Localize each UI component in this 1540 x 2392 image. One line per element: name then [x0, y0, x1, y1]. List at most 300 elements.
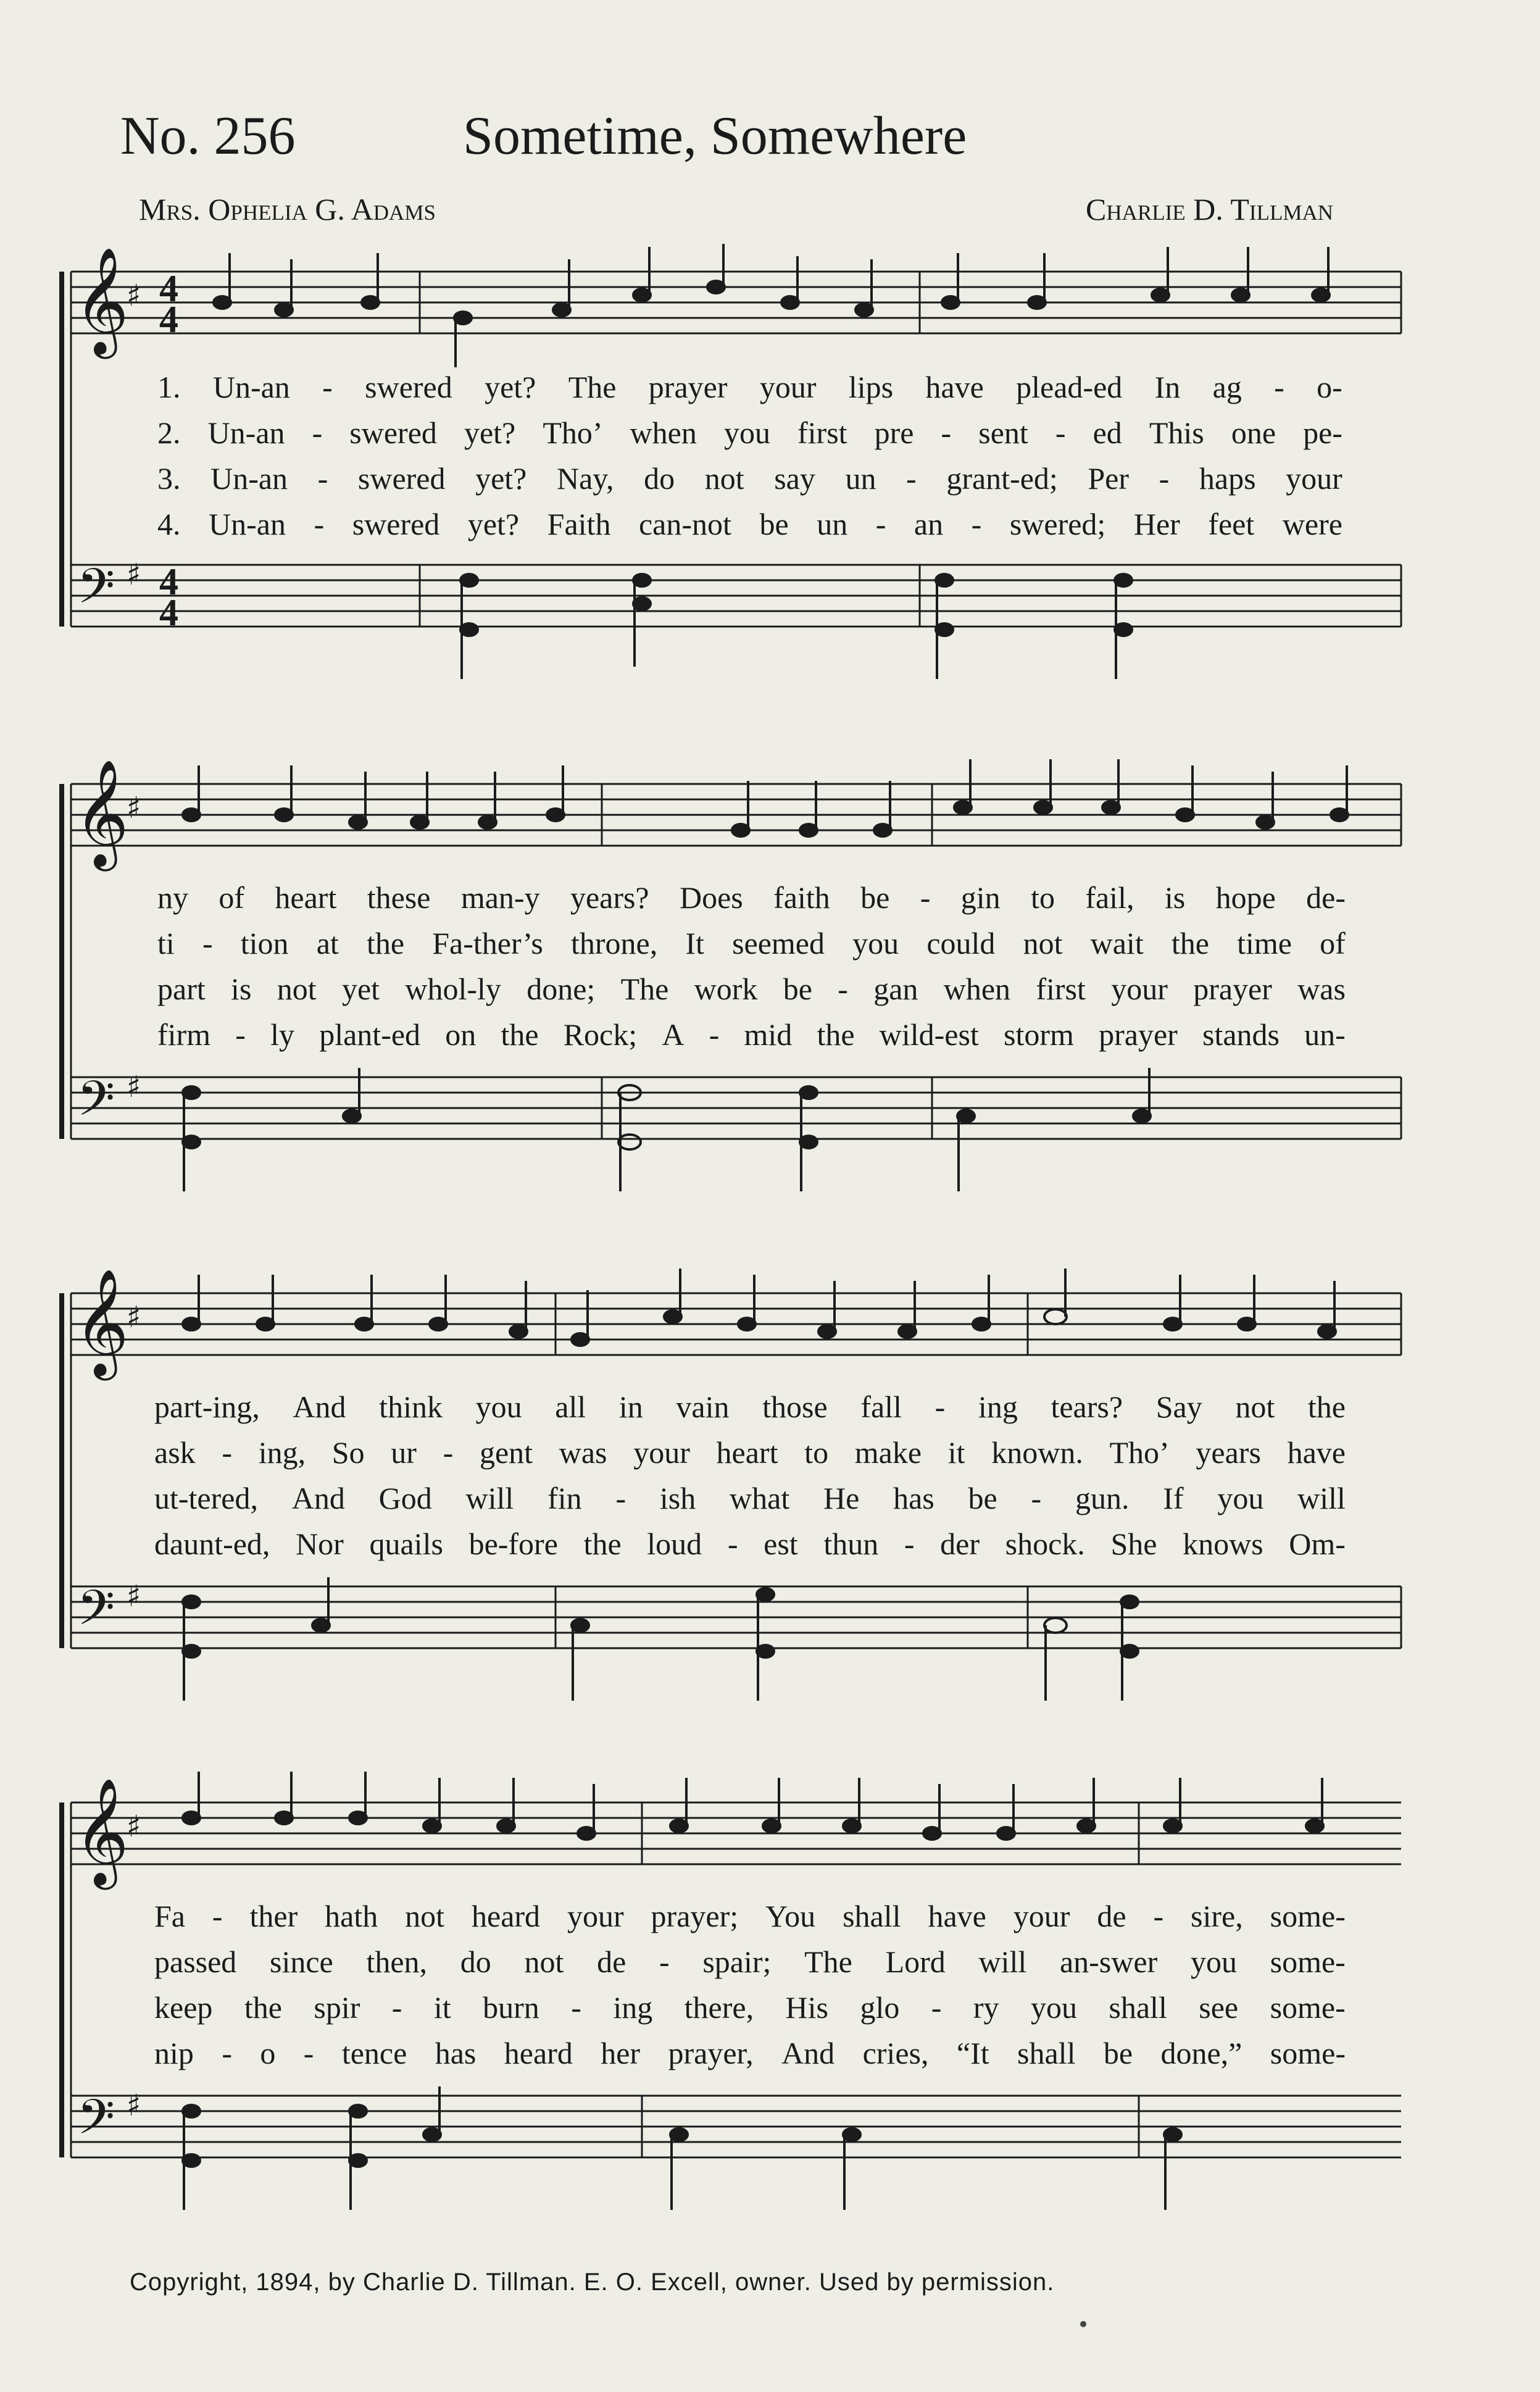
lyric-word: have: [1287, 1435, 1346, 1470]
lyric-word: yet?: [485, 370, 536, 404]
lyric-word: fail,: [1085, 880, 1134, 915]
lyric-word: knows: [1183, 1527, 1263, 1561]
lyric-word: time: [1237, 926, 1292, 961]
lyric-word: passed: [154, 1944, 237, 1979]
lyric-word: not: [405, 1899, 445, 1933]
lyric-word: -: [920, 880, 931, 915]
lyric-word: fin: [547, 1481, 582, 1515]
lyric-line: [157, 1017, 1346, 1054]
lyric-word: has: [435, 2036, 477, 2070]
lyric-line: [154, 1944, 1346, 1981]
lyric-word: say: [774, 461, 815, 496]
lyric-word: some-: [1270, 2036, 1346, 2070]
lyric-word: the: [1307, 1390, 1346, 1424]
lyric-word: yet?: [475, 461, 527, 496]
lyric-word: prayer: [648, 370, 728, 404]
lyric-word: -: [931, 1990, 942, 2025]
lyric-word: heard: [504, 2036, 573, 2070]
lyric-word: hope: [1215, 880, 1276, 915]
lyric-word: ur: [391, 1435, 417, 1470]
lyric-word: ry: [973, 1990, 999, 2025]
lyric-word: It: [685, 926, 704, 961]
svg-text:♯: ♯: [127, 278, 141, 313]
lyric-line: [157, 369, 1342, 406]
svg-text:♯: ♯: [127, 557, 141, 592]
lyric-word: whol-ly: [405, 972, 501, 1006]
lyric-word: 3.: [157, 461, 181, 496]
lyric-word: has: [893, 1481, 934, 1515]
lyric-word: -: [303, 2036, 314, 2070]
lyric-word: work: [694, 972, 758, 1006]
lyric-word: one: [1231, 415, 1276, 450]
svg-text:𝄢: 𝄢: [77, 1071, 115, 1139]
credits: [139, 191, 1333, 235]
lyric-word: you: [1030, 1990, 1077, 2025]
lyric-word: be: [968, 1481, 997, 1515]
lyric-word: -: [934, 1390, 946, 1424]
lyric-line: [154, 1898, 1346, 1935]
lyric-word: not: [1235, 1390, 1275, 1424]
lyric-word: And: [291, 1481, 345, 1515]
lyric-word: part-ing,: [154, 1390, 260, 1424]
lyric-word: ti: [157, 926, 175, 961]
lyric-word: be: [783, 972, 812, 1006]
lyric-word: glo: [860, 1990, 900, 2025]
lyric-word: was: [559, 1435, 607, 1470]
lyric-word: nip: [154, 2036, 194, 2070]
music-system-3: [0, 1256, 1540, 1725]
lyric-word: Om-: [1289, 1527, 1346, 1561]
lyric-word: you: [475, 1390, 522, 1424]
lyric-word: prayer,: [668, 2036, 754, 2070]
lyric-word: -: [202, 926, 213, 961]
lyric-word: -: [391, 1990, 402, 2025]
lyric-word: throne,: [570, 926, 658, 961]
lyric-word: man-y: [460, 880, 540, 915]
lyric-word: Her: [1133, 507, 1180, 541]
lyric-word: der: [940, 1527, 980, 1561]
lyric-word: And: [293, 1390, 346, 1424]
lyric-word: -: [709, 1017, 720, 1052]
lyric-word: 1.: [157, 370, 181, 404]
lyric-word: “It: [956, 2036, 989, 2070]
lyric-word: vain: [676, 1390, 730, 1424]
lyric-word: Faith: [547, 507, 611, 541]
lyric-word: it: [947, 1435, 965, 1470]
lyric-word: prayer: [1193, 972, 1272, 1006]
lyric-word: on: [445, 1017, 477, 1052]
lyric-line: [157, 506, 1342, 543]
lyric-word: is: [231, 972, 252, 1006]
lyric-word: shall: [843, 1899, 901, 1933]
lyric-word: un: [845, 461, 876, 496]
lyric-word: un-: [1304, 1017, 1346, 1052]
lyric-word: And: [781, 2036, 835, 2070]
lyric-word: This: [1149, 415, 1204, 450]
bass-time-sig-top: 4: [159, 561, 178, 603]
lyric-word: spair;: [702, 1944, 772, 1979]
lyric-word: yet?: [464, 415, 516, 450]
lyric-word: -: [971, 507, 982, 541]
lyric-word: since: [270, 1944, 333, 1979]
lyric-word: your: [1013, 1899, 1070, 1933]
lyric-word: first: [797, 415, 847, 450]
svg-text:♯: ♯: [127, 791, 141, 825]
lyric-word: fall: [860, 1390, 902, 1424]
lyric-word: mid: [744, 1017, 793, 1052]
lyric-word: gent: [479, 1435, 533, 1470]
lyric-line: [157, 880, 1346, 917]
lyric-word: pre: [874, 415, 914, 450]
lyric-word: some-: [1270, 1899, 1346, 1933]
lyric-word: Un-an: [207, 415, 285, 450]
lyricist: Mrs. Ophelia G. Adams: [139, 192, 436, 227]
lyric-word: swered: [349, 415, 437, 450]
lyric-word: So: [331, 1435, 365, 1470]
lyric-word: ing: [613, 1990, 653, 2025]
hymn-number: No. 256: [120, 106, 296, 166]
lyric-word: will: [465, 1481, 514, 1515]
lyric-word: ut-tered,: [154, 1481, 258, 1515]
lyric-word: could: [926, 926, 996, 961]
lyric-word: do: [644, 461, 675, 496]
lyric-word: be-fore: [468, 1527, 558, 1561]
lyric-word: ed: [1093, 415, 1122, 450]
lyric-line: [157, 460, 1342, 498]
lyric-word: haps: [1199, 461, 1256, 496]
svg-text:𝄢: 𝄢: [77, 2090, 115, 2157]
lyric-word: stands: [1202, 1017, 1280, 1052]
lyric-word: years: [1196, 1435, 1261, 1470]
lyric-word: all: [555, 1390, 586, 1424]
lyric-word: some-: [1270, 1944, 1346, 1979]
svg-text:♯: ♯: [127, 2088, 141, 2123]
lyric-word: to: [1031, 880, 1055, 915]
lyric-word: -: [1274, 370, 1284, 404]
lyric-word: will: [1297, 1481, 1346, 1515]
svg-text:𝄢: 𝄢: [77, 1580, 115, 1648]
lyric-word: do: [460, 1944, 491, 1979]
lyric-word: de-: [1306, 880, 1346, 915]
lyric-word: -: [1055, 415, 1066, 450]
lyric-word: you: [1217, 1481, 1264, 1515]
lyric-word: Un-an: [210, 461, 288, 496]
lyric-word: -: [615, 1481, 626, 1515]
lyric-word: Per: [1088, 461, 1130, 496]
lyric-word: In: [1154, 370, 1181, 404]
lyric-word: were: [1282, 507, 1342, 541]
lyric-word: ther: [249, 1899, 298, 1933]
lyric-word: cries,: [862, 2036, 929, 2070]
lyric-word: You: [765, 1899, 816, 1933]
lyric-word: see: [1199, 1990, 1239, 2025]
lyric-word: tears?: [1051, 1390, 1123, 1424]
lyric-word: -: [906, 461, 917, 496]
lyric-line: [157, 415, 1342, 452]
svg-text:♯: ♯: [127, 1300, 141, 1335]
lyric-word: swered: [365, 370, 452, 404]
lyric-word: The: [620, 972, 669, 1006]
lyric-word: in: [618, 1390, 643, 1424]
lyric-word: 2.: [157, 415, 181, 450]
svg-text:𝄞: 𝄞: [74, 247, 129, 354]
lyric-word: have: [925, 370, 984, 404]
lyric-word: Un-an: [212, 370, 290, 404]
lyric-word: -: [235, 1017, 246, 1052]
lyric-word: done,”: [1160, 2036, 1242, 2070]
lyric-line: [157, 971, 1346, 1008]
bass-time-sig-bottom: 4: [159, 592, 178, 634]
lyric-word: when: [943, 972, 1011, 1006]
music-system-2: [0, 747, 1540, 1216]
lyric-word: to: [804, 1435, 829, 1470]
lyric-word: what: [730, 1481, 790, 1515]
lyric-word: not: [1023, 926, 1063, 961]
lyric-word: your: [633, 1435, 690, 1470]
lyric-word: heart: [275, 880, 337, 915]
lyric-word: 4.: [157, 507, 181, 541]
lyric-word: Un-an: [209, 507, 286, 541]
lyric-word: plead-ed: [1016, 370, 1123, 404]
lyric-word: spir: [314, 1990, 360, 2025]
lyric-word: -: [659, 1944, 670, 1979]
lyric-word: If: [1163, 1481, 1184, 1515]
time-sig-top: 4: [159, 268, 178, 310]
lyric-word: A: [662, 1017, 685, 1052]
lyric-word: -: [322, 370, 333, 404]
music-system-1: [0, 235, 1540, 704]
lyric-word: heard: [472, 1899, 541, 1933]
lyric-line: [154, 1389, 1346, 1426]
lyric-word: be: [860, 880, 890, 915]
lyric-word: ing: [978, 1390, 1018, 1424]
lyric-word: pe-: [1303, 415, 1342, 450]
lyric-word: done;: [527, 972, 596, 1006]
lyric-word: Fa: [154, 1899, 185, 1933]
lyric-word: then,: [366, 1944, 428, 1979]
lyric-word: you: [723, 415, 770, 450]
lyric-word: part: [157, 972, 206, 1006]
lyric-word: sent: [978, 415, 1028, 450]
lyric-word: your: [567, 1899, 624, 1933]
lyric-word: -: [1031, 1481, 1042, 1515]
lyric-word: the: [244, 1990, 282, 2025]
lyric-word: Tho’: [543, 415, 603, 450]
lyric-line: [154, 1480, 1346, 1517]
lyric-word: was: [1297, 972, 1346, 1006]
svg-text:♯: ♯: [127, 1809, 141, 1844]
lyric-word: The: [804, 1944, 852, 1979]
lyric-word: some-: [1270, 1990, 1346, 2025]
lyric-word: make: [854, 1435, 922, 1470]
lyric-word: -: [904, 1527, 915, 1561]
lyric-word: feet: [1208, 507, 1255, 541]
lyric-word: burn: [483, 1990, 539, 2025]
lyric-word: the: [1171, 926, 1209, 961]
lyric-word: Nor: [296, 1527, 344, 1561]
lyric-word: ny: [157, 880, 188, 915]
lyric-word: -: [1159, 461, 1170, 496]
lyric-word: you: [1190, 1944, 1237, 1979]
lyric-word: -: [317, 461, 328, 496]
lyric-word: tion: [240, 926, 289, 961]
lyric-word: storm: [1004, 1017, 1074, 1052]
lyric-word: ag: [1212, 370, 1242, 404]
lyric-word: her: [601, 2036, 641, 2070]
lyric-word: ask: [154, 1435, 196, 1470]
lyric-word: Nay,: [556, 461, 614, 496]
lyric-word: of: [219, 880, 245, 915]
lyric-word: your: [1286, 461, 1342, 496]
lyric-word: Lord: [885, 1944, 946, 1979]
lyric-word: there,: [684, 1990, 754, 2025]
lyric-word: un: [817, 507, 848, 541]
lyric-word: prayer;: [651, 1899, 739, 1933]
svg-text:𝄞: 𝄞: [74, 759, 129, 867]
lyric-word: the: [817, 1017, 855, 1052]
lyric-word: -: [571, 1990, 581, 2025]
lyric-word: wait: [1090, 926, 1144, 961]
lyric-word: -: [838, 972, 848, 1006]
lyric-word: years?: [570, 880, 649, 915]
lyric-word: wild-est: [879, 1017, 979, 1052]
lyric-word: seemed: [732, 926, 825, 961]
lyric-word: is: [1164, 880, 1186, 915]
lyric-word: de: [597, 1944, 626, 1979]
lyric-word: grant-ed;: [946, 461, 1058, 496]
lyric-word: Say: [1155, 1390, 1202, 1424]
lyric-word: tence: [341, 2036, 407, 2070]
lyric-word: be: [759, 507, 789, 541]
lyric-word: your: [1111, 972, 1168, 1006]
lyric-word: faith: [773, 880, 830, 915]
lyric-word: He: [823, 1481, 860, 1515]
lyric-word: quails: [369, 1527, 443, 1561]
lyric-word: His: [785, 1990, 828, 2025]
lyric-word: shall: [1017, 2036, 1076, 2070]
svg-text:♯: ♯: [127, 1579, 141, 1614]
lyric-word: not: [704, 461, 744, 496]
lyric-word: yet?: [467, 507, 520, 541]
svg-text:𝄞: 𝄞: [74, 1269, 129, 1376]
lyric-word: yet: [341, 972, 380, 1006]
lyric-word: -: [875, 507, 886, 541]
lyric-word: of: [1320, 926, 1346, 961]
lyric-word: at: [316, 926, 339, 961]
lyric-word: prayer: [1099, 1017, 1178, 1052]
lyric-word: est: [764, 1527, 798, 1561]
lyric-word: gin: [960, 880, 1001, 915]
lyric-word: Fa-ther’s: [432, 926, 543, 961]
svg-text:𝄢: 𝄢: [77, 559, 115, 627]
lyric-word: Does: [680, 880, 743, 915]
lyric-word: heart: [716, 1435, 778, 1470]
composer: Charlie D. Tillman: [1086, 192, 1333, 227]
lyric-word: those: [762, 1390, 828, 1424]
lyric-word: lips: [848, 370, 894, 404]
page-mark: [1080, 2321, 1086, 2327]
lyric-word: not: [277, 972, 317, 1006]
title-row: [120, 105, 1417, 179]
lyric-word: -: [212, 1899, 223, 1933]
lyric-word: God: [378, 1481, 432, 1515]
lyric-word: -: [314, 507, 325, 541]
lyric-word: thun: [823, 1527, 879, 1561]
lyric-word: firm: [157, 1017, 211, 1052]
lyric-word: de: [1097, 1899, 1126, 1933]
lyric-word: the: [366, 926, 405, 961]
music-system-4: [0, 1765, 1540, 2235]
lyric-word: you: [852, 926, 899, 961]
lyric-word: -: [941, 415, 952, 450]
lyric-word: daunt-ed,: [154, 1527, 270, 1561]
lyric-word: Rock;: [563, 1017, 638, 1052]
lyric-line: [154, 1990, 1346, 2027]
lyric-word: an: [914, 507, 944, 541]
lyric-word: these: [367, 880, 431, 915]
lyric-word: think: [379, 1390, 443, 1424]
lyric-word: it: [433, 1990, 451, 2025]
lyric-word: -: [312, 415, 323, 450]
lyric-word: ly: [270, 1017, 295, 1052]
lyric-word: plant-ed: [319, 1017, 421, 1052]
lyric-word: have: [928, 1899, 986, 1933]
lyric-word: can-not: [638, 507, 731, 541]
lyric-word: not: [524, 1944, 564, 1979]
lyric-word: shall: [1109, 1990, 1167, 2025]
lyric-line: [157, 925, 1346, 962]
lyric-word: known.: [991, 1435, 1083, 1470]
lyric-line: [154, 2035, 1346, 2072]
lyric-word: -: [727, 1527, 738, 1561]
lyric-word: swered;: [1009, 507, 1106, 541]
lyric-line: [154, 1526, 1346, 1563]
lyric-word: -: [222, 1435, 232, 1470]
copyright-notice: Copyright, 1894, by Charlie D. Tillman. E. O. Excell, owner. Used by permission.: [130, 2269, 1055, 2296]
lyric-word: hath: [325, 1899, 378, 1933]
hymn-title: Sometime, Somewhere: [463, 106, 967, 166]
lyric-word: first: [1036, 972, 1086, 1006]
lyric-word: -: [222, 2036, 232, 2070]
lyric-word: when: [630, 415, 697, 450]
svg-text:♯: ♯: [127, 1070, 141, 1104]
lyric-word: o: [260, 2036, 276, 2070]
lyric-word: swered: [352, 507, 440, 541]
lyric-line: [154, 1435, 1346, 1472]
lyric-word: sire,: [1191, 1899, 1243, 1933]
lyric-word: loud: [647, 1527, 702, 1561]
lyric-word: swered: [357, 461, 446, 496]
lyric-word: will: [978, 1944, 1027, 1979]
svg-text:𝄞: 𝄞: [74, 1778, 129, 1885]
lyric-word: -: [443, 1435, 454, 1470]
lyric-word: an-swer: [1059, 1944, 1158, 1979]
lyric-word: -: [1153, 1899, 1164, 1933]
lyric-word: ish: [659, 1481, 696, 1515]
lyric-word: be: [1103, 2036, 1133, 2070]
lyric-word: She: [1110, 1527, 1157, 1561]
lyric-word: your: [759, 370, 817, 404]
lyric-word: the: [583, 1527, 622, 1561]
lyric-word: gun.: [1075, 1481, 1130, 1515]
lyric-word: Tho’: [1109, 1435, 1170, 1470]
lyric-word: keep: [154, 1990, 213, 2025]
time-sig-bottom: 4: [159, 299, 178, 341]
lyric-word: o-: [1317, 370, 1342, 404]
lyric-word: ing,: [258, 1435, 306, 1470]
lyric-word: the: [501, 1017, 539, 1052]
lyric-word: shock.: [1005, 1527, 1085, 1561]
